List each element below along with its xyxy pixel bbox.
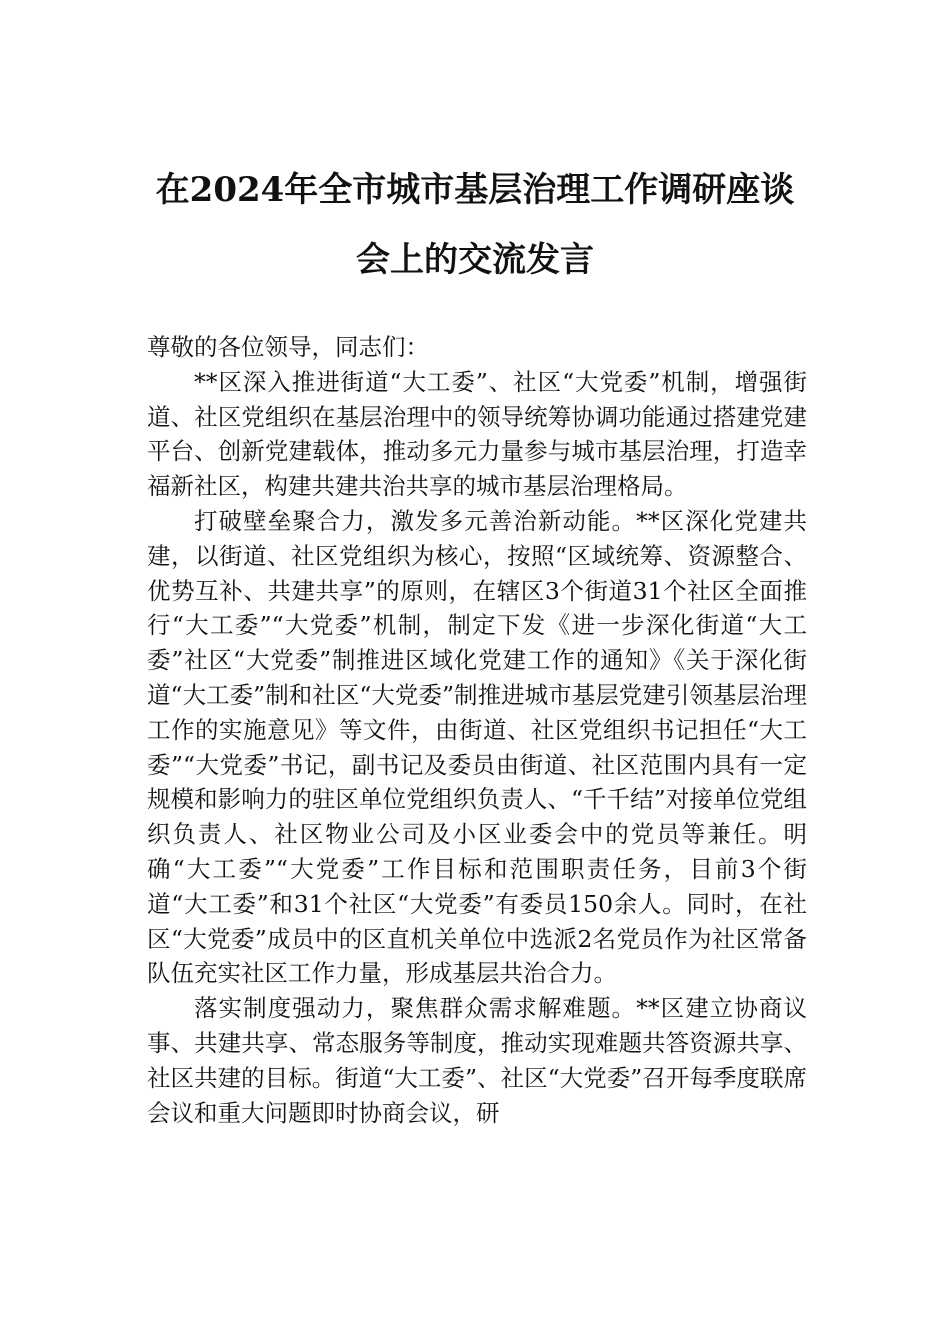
- paragraph-1: **区深入推进街道“大工委”、社区“大党委”机制，增强街道、社区党组织在基层治理中的领导统筹协调功能通过搭建党建平台、创新党建载体，推动多元力量参与城市基层治理，打造幸福新社区，构建共建共治共享的城市基层治理格局。: [147, 367, 807, 501]
- paragraph-3: 落实制度强动力，聚焦群众需求解难题。**区建立协商议事、共建共享、常态服务等制度，推动实现难题共答资源共享、社区共建的目标。街道“大工委”、社区“大党委”召开每季度联席会议和重大问题即时协商会议，研: [147, 994, 807, 1127]
- document-title-line-2: 会上的交流发言: [356, 240, 594, 280]
- paragraph-2: 打破壁垒聚合力，激发多元善治新动能。**区深化党建共建，以街道、社区党组织为核心，按照“区域统筹、资源整合、优势互补、共建共享”的原则，在辖区3个街道31个社区全面推行“大工委”“大党委”机制，制定下发《进一步深化街道“大工委”社区“大党委”制推进区域化党建工作的通知》《关于深化街道“大工委”制和社区“大党委”制推进城市基层党建引领基层治理工作的实施意见》等文件，由街道、社区党组织书记担任“大工委”“大党委”书记，副书记及委员由街道、社区范围内具有一定规模和影响力的驻区单位党组织负责人、“千千结”对接单位党组织负责人、社区物业公司及小区业委会中的党员等兼任。明确“大工委”“大党委”工作目标和范围职责任务，目前3个街道“大工委”和31个社区“大党委”有委员150余人。同时，在社区“大党委”成员中的区直机关单位中选派2名党员作为社区常备队伍充实社区工作力量，形成基层共治合力。: [147, 506, 807, 988]
- document-body: [147, 330, 807, 1130]
- document-title-line-1: 在2024年全市城市基层治理工作调研座谈: [155, 170, 795, 210]
- salutation: 尊敬的各位领导，同志们：: [147, 333, 429, 361]
